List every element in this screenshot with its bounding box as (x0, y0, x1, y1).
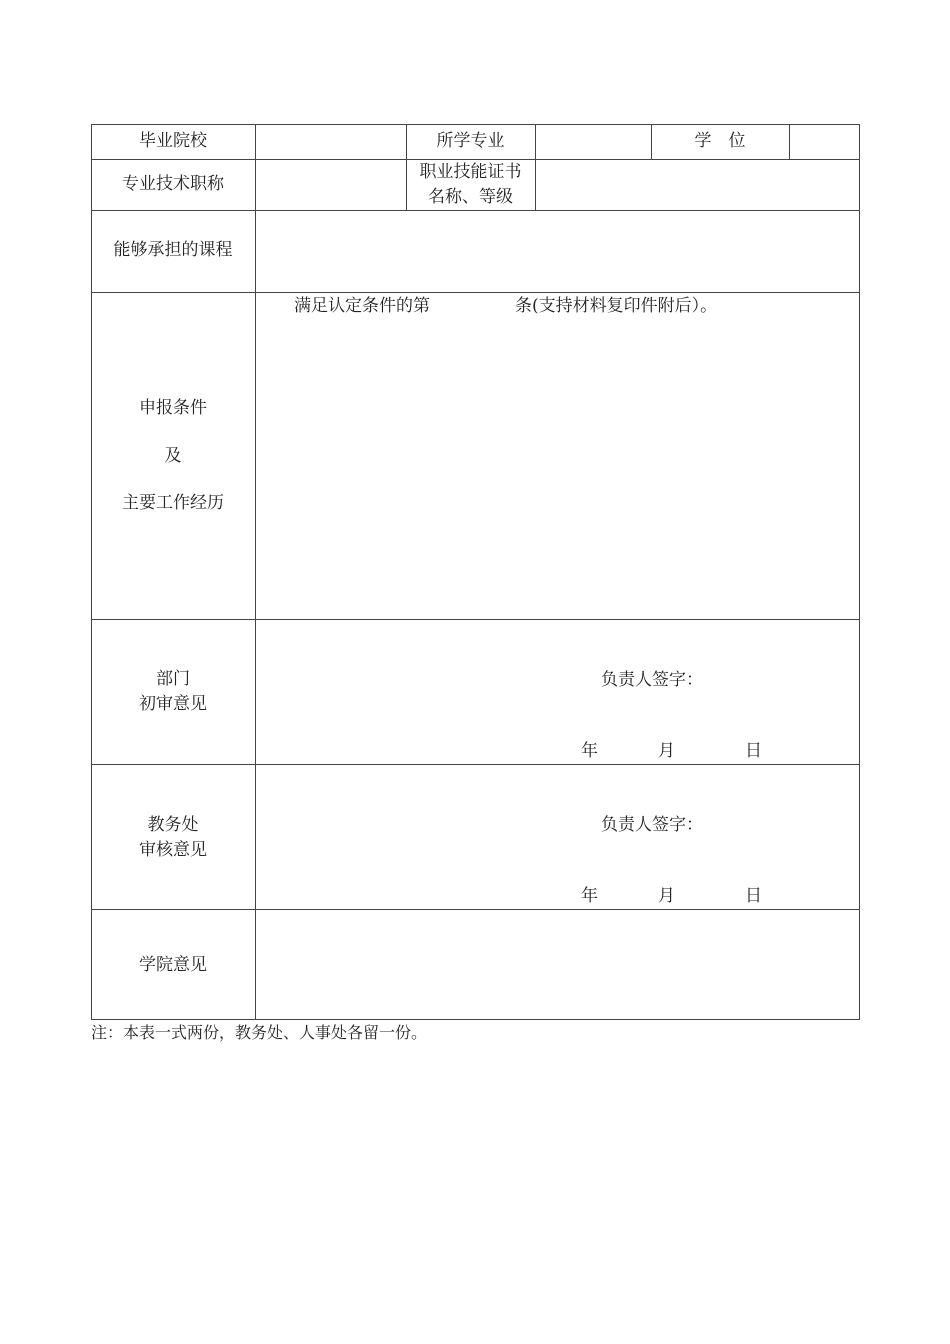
table-border-right (859, 124, 860, 1020)
footnote: 注：本表一式两份，教务处、人事处各留一份。 (91, 1023, 428, 1042)
row-divider (91, 292, 860, 293)
column-divider (789, 124, 790, 159)
application-form-table (91, 124, 860, 1020)
dept-review-label-line1: 部门 (156, 669, 190, 689)
dept-date-year: 年 (581, 741, 598, 761)
conditions-label-line2: 及 (164, 446, 182, 466)
affairs-date-year: 年 (581, 886, 598, 906)
professional-title-label: 专业技术职称 (122, 174, 224, 194)
dept-signature-label: 负责人签字： (601, 670, 703, 690)
table-border-top (91, 124, 860, 125)
row-divider (91, 764, 860, 765)
column-divider (535, 124, 536, 210)
row-divider (91, 909, 860, 910)
table-border-bottom (91, 1019, 860, 1020)
school-label: 毕业院校 (139, 131, 207, 151)
affairs-date-month: 月 (658, 886, 675, 906)
affairs-date-day: 日 (745, 886, 762, 906)
major-label: 所学专业 (436, 131, 505, 151)
courses-label: 能够承担的课程 (113, 240, 233, 260)
cert-label-line1: 职业技能证书 (419, 162, 522, 182)
condition-suffix-text: 条(支持材料复印件附后）。 (515, 296, 718, 316)
label-column-divider (255, 124, 256, 1020)
condition-prefix-text: 满足认定条件的第 (294, 296, 430, 316)
academic-affairs-label-line1: 教务处 (147, 815, 199, 835)
row-divider (91, 619, 860, 620)
dept-date-day: 日 (745, 741, 762, 761)
cert-label-line2: 名称、等级 (428, 187, 513, 207)
conditions-label-line3: 主要工作经历 (122, 493, 224, 513)
college-opinion-label: 学院意见 (139, 955, 207, 975)
dept-date-month: 月 (658, 741, 675, 761)
affairs-signature-label: 负责人签字： (601, 815, 703, 835)
row-divider (91, 210, 860, 211)
conditions-label-line1: 申报条件 (139, 398, 207, 418)
academic-affairs-label-line2: 审核意见 (139, 840, 207, 860)
dept-review-label-line2: 初审意见 (139, 694, 207, 714)
degree-label: 学 位 (694, 131, 746, 151)
